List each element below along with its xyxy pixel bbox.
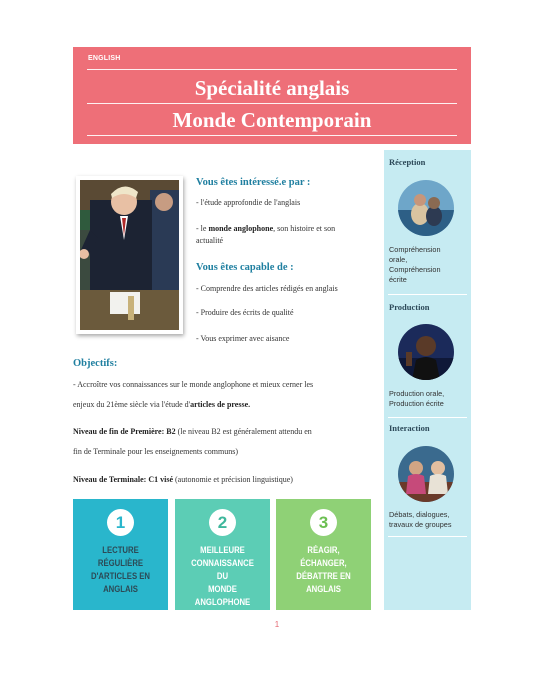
- title-line-2: Monde Contemporain: [172, 108, 372, 132]
- card-number: 3: [310, 509, 337, 536]
- sidebar-divider: [388, 536, 467, 537]
- premiere-level-label: Niveau de fin de Première: B2: [73, 427, 176, 436]
- sidebar-divider: [388, 417, 467, 418]
- capable-heading: Vous êtes capable de :: [196, 262, 294, 273]
- title-line-1: Spécialité anglais: [194, 76, 350, 100]
- terminale-level-label: Niveau de Terminale: C1 visé: [73, 475, 173, 484]
- terminale-level: Niveau de Terminale: C1 visé (autonomie et précision linguistique): [73, 475, 293, 484]
- card-number: 1: [107, 509, 134, 536]
- interest-heading: Vous êtes intéressé.e par :: [196, 177, 311, 188]
- objectifs-emphasis: articles de presse.: [190, 400, 251, 409]
- interest-item: - le monde anglophone, son histoire et son: [196, 224, 336, 233]
- production-description: Production orale, Production écrite: [389, 389, 445, 408]
- interaction-description: Débats, dialogues, travaux de groupes: [389, 510, 452, 529]
- card-number: 2: [209, 509, 236, 536]
- banner-rule: [87, 103, 457, 104]
- card-reading: [73, 499, 168, 610]
- skills-sidebar: [384, 150, 471, 610]
- banner-rule: [87, 69, 457, 70]
- premiere-level-continued: fin de Terminale pour les enseignements communs): [73, 447, 239, 456]
- card-label: LECTURE RÉGULIÈRE D'ARTICLES EN ANGLAIS: [90, 545, 151, 594]
- production-photo: [398, 324, 454, 380]
- parliament-photo-image: [80, 180, 179, 330]
- card-knowledge: [175, 499, 270, 610]
- card-label: RÉAGIR, ÉCHANGER, DÉBATTRE EN ANGLAIS: [296, 545, 351, 594]
- objectifs-line: - Accroître vos connaissances sur le monde anglophone et mieux cerner les: [73, 380, 314, 389]
- page-number: 1: [274, 620, 280, 629]
- capable-item: - Comprendre des articles rédigés en anglais: [196, 284, 338, 293]
- sidebar-heading-reception: Réception: [389, 157, 426, 167]
- card-label: MEILLEURE CONNAISSANCE DU MONDE ANGLOPHONE: [191, 545, 254, 607]
- objectifs-line: enjeux du 21ème siècle via l'étude d'articles de presse.: [73, 400, 251, 409]
- title-banner: [73, 47, 471, 144]
- interaction-photo: [398, 446, 454, 502]
- interest-item-emphasis: monde anglophone: [208, 224, 274, 233]
- capable-item: - Produire des écrits de qualité: [196, 308, 294, 317]
- interest-item: - l'étude approfondie de l'anglais: [196, 198, 301, 207]
- capable-item: - Vous exprimer avec aisance: [196, 334, 290, 343]
- banner-rule: [87, 135, 457, 136]
- sidebar-heading-interaction: Interaction: [389, 423, 430, 433]
- language-tag: ENGLISH: [88, 55, 121, 62]
- objectifs-heading: Objectifs:: [73, 358, 118, 369]
- premiere-level: Niveau de fin de Première: B2 (le niveau B2 est généralement attendu en: [73, 427, 312, 436]
- reception-description: Compréhension orale, Compréhension écrite: [389, 245, 441, 284]
- sidebar-heading-production: Production: [389, 302, 430, 312]
- reception-photo: [398, 180, 454, 236]
- interest-item-continued: actualité: [196, 236, 224, 245]
- parliament-photo: [76, 176, 183, 334]
- card-debate: [276, 499, 371, 610]
- sidebar-divider: [388, 294, 467, 295]
